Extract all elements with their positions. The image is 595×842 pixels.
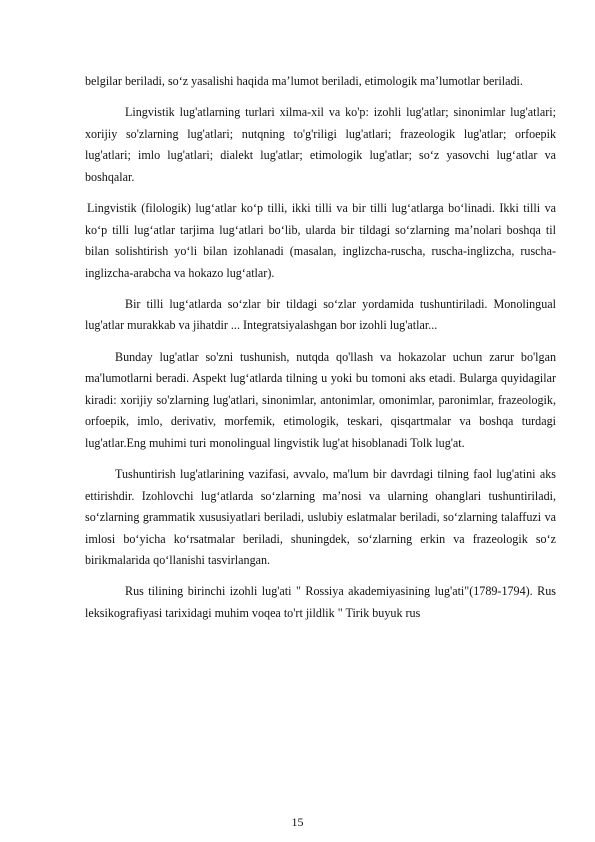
paragraph-aspect-dictionaries: Bunday lug'atlar so'zni tushunish, nutqda qo'llash va hokazolar uchun zarur bo'lgan ma'lumotlarni beradi. Aspekt lug‘atlarda tilning u yoki bu tomoni aks etadi. Bularga quyidagilar kiradi: xorijiy so'zlarning lug'atlari, sinonimlar, antonimlar, omonimlar, paronimlar, frazeologik, orfoepik, imlo, derivativ, morfemik, etimologik, teskari, qisqartmalar va boshqa turdagi lug'atlar.Eng muhimi turi monolingual lingvistik lug'at hisoblanadi Tolk lug'at. xyxy=(85,349,556,450)
page-number: 15 xyxy=(291,815,304,829)
paragraph-russian-dictionary: Rus tilining birinchi izohli lug'ati " Rossiya akademiyasining lug'ati"(1789-1794). Rus leksikografiyasi tarixidagi muhim voqea to'rt jildlik " Tirik buyuk rus xyxy=(85,584,556,621)
paragraph-linguistic-dictionaries: Lingvistik (filologik) lug‘atlar ko‘p tilli, ikki tilli va bir tilli lug‘atlarga bo‘linadi. Ikki tilli va ko‘p tilli lug‘atlar tarjima lug‘atlari bo‘lib, ularda bir tildagi so‘zlarning ma’nolari boshqa til bilan solishtirish yo‘li bilan izohlanadi (masalan, inglizcha-ruscha, ruscha-inglizcha, ruscha-inglizcha-arabcha va hokazo lug‘atlar). xyxy=(85,200,556,280)
paragraph-lexicon-types: Lingvistik lug'atlarning turlari xilma-xil va ko'p: izohli lug'atlar; sinonimlar lug'atlari; xorijiy so'zlarning lug'atlari; nutqning to'g'riligi lug'atlari; frazeologik lug'atlar; orfoepik lug'atlari; imlo lug'atlari; dialekt lug'atlar; etimologik lug'atlar; so‘z yasovchi lug‘atlar va boshqalar. xyxy=(85,105,556,184)
paragraph-explanatory-dictionaries: Tushuntirish lug'atlarining vazifasi, avvalo, ma'lum bir davrdagi tilning faol lug'atini aks ettirishdir. Izohlovchi lug‘atlarda so‘zlarning ma’nosi va ularning ohanglari tushuntiriladi, so‘zlarning grammatik xususiyatlari beriladi, uslubiy eslatmalar beriladi, so‘zlarning talaffuzi va imlosi bo‘yicha ko‘rsatmalar beriladi, shuningdek, so‘zlarning erkin va frazeologik so‘z birikmalarida qo‘llanishi tasvirlangan. xyxy=(85,467,556,568)
body-text xyxy=(85,71,556,625)
paragraph-monolingual: Bir tilli lug‘atlarda so‘zlar bir tildagi so‘zlar yordamida tushuntiriladi. Monolingual lug'atlar murakkab va jihatdir ... Integratsiyalashgan bor izohli lug'atlar... xyxy=(85,296,556,333)
paragraph-continuation: belgilar beriladi, so‘z yasalishi haqida ma’lumot beriladi, etimologik ma’lumotlar beriladi. xyxy=(85,74,523,88)
